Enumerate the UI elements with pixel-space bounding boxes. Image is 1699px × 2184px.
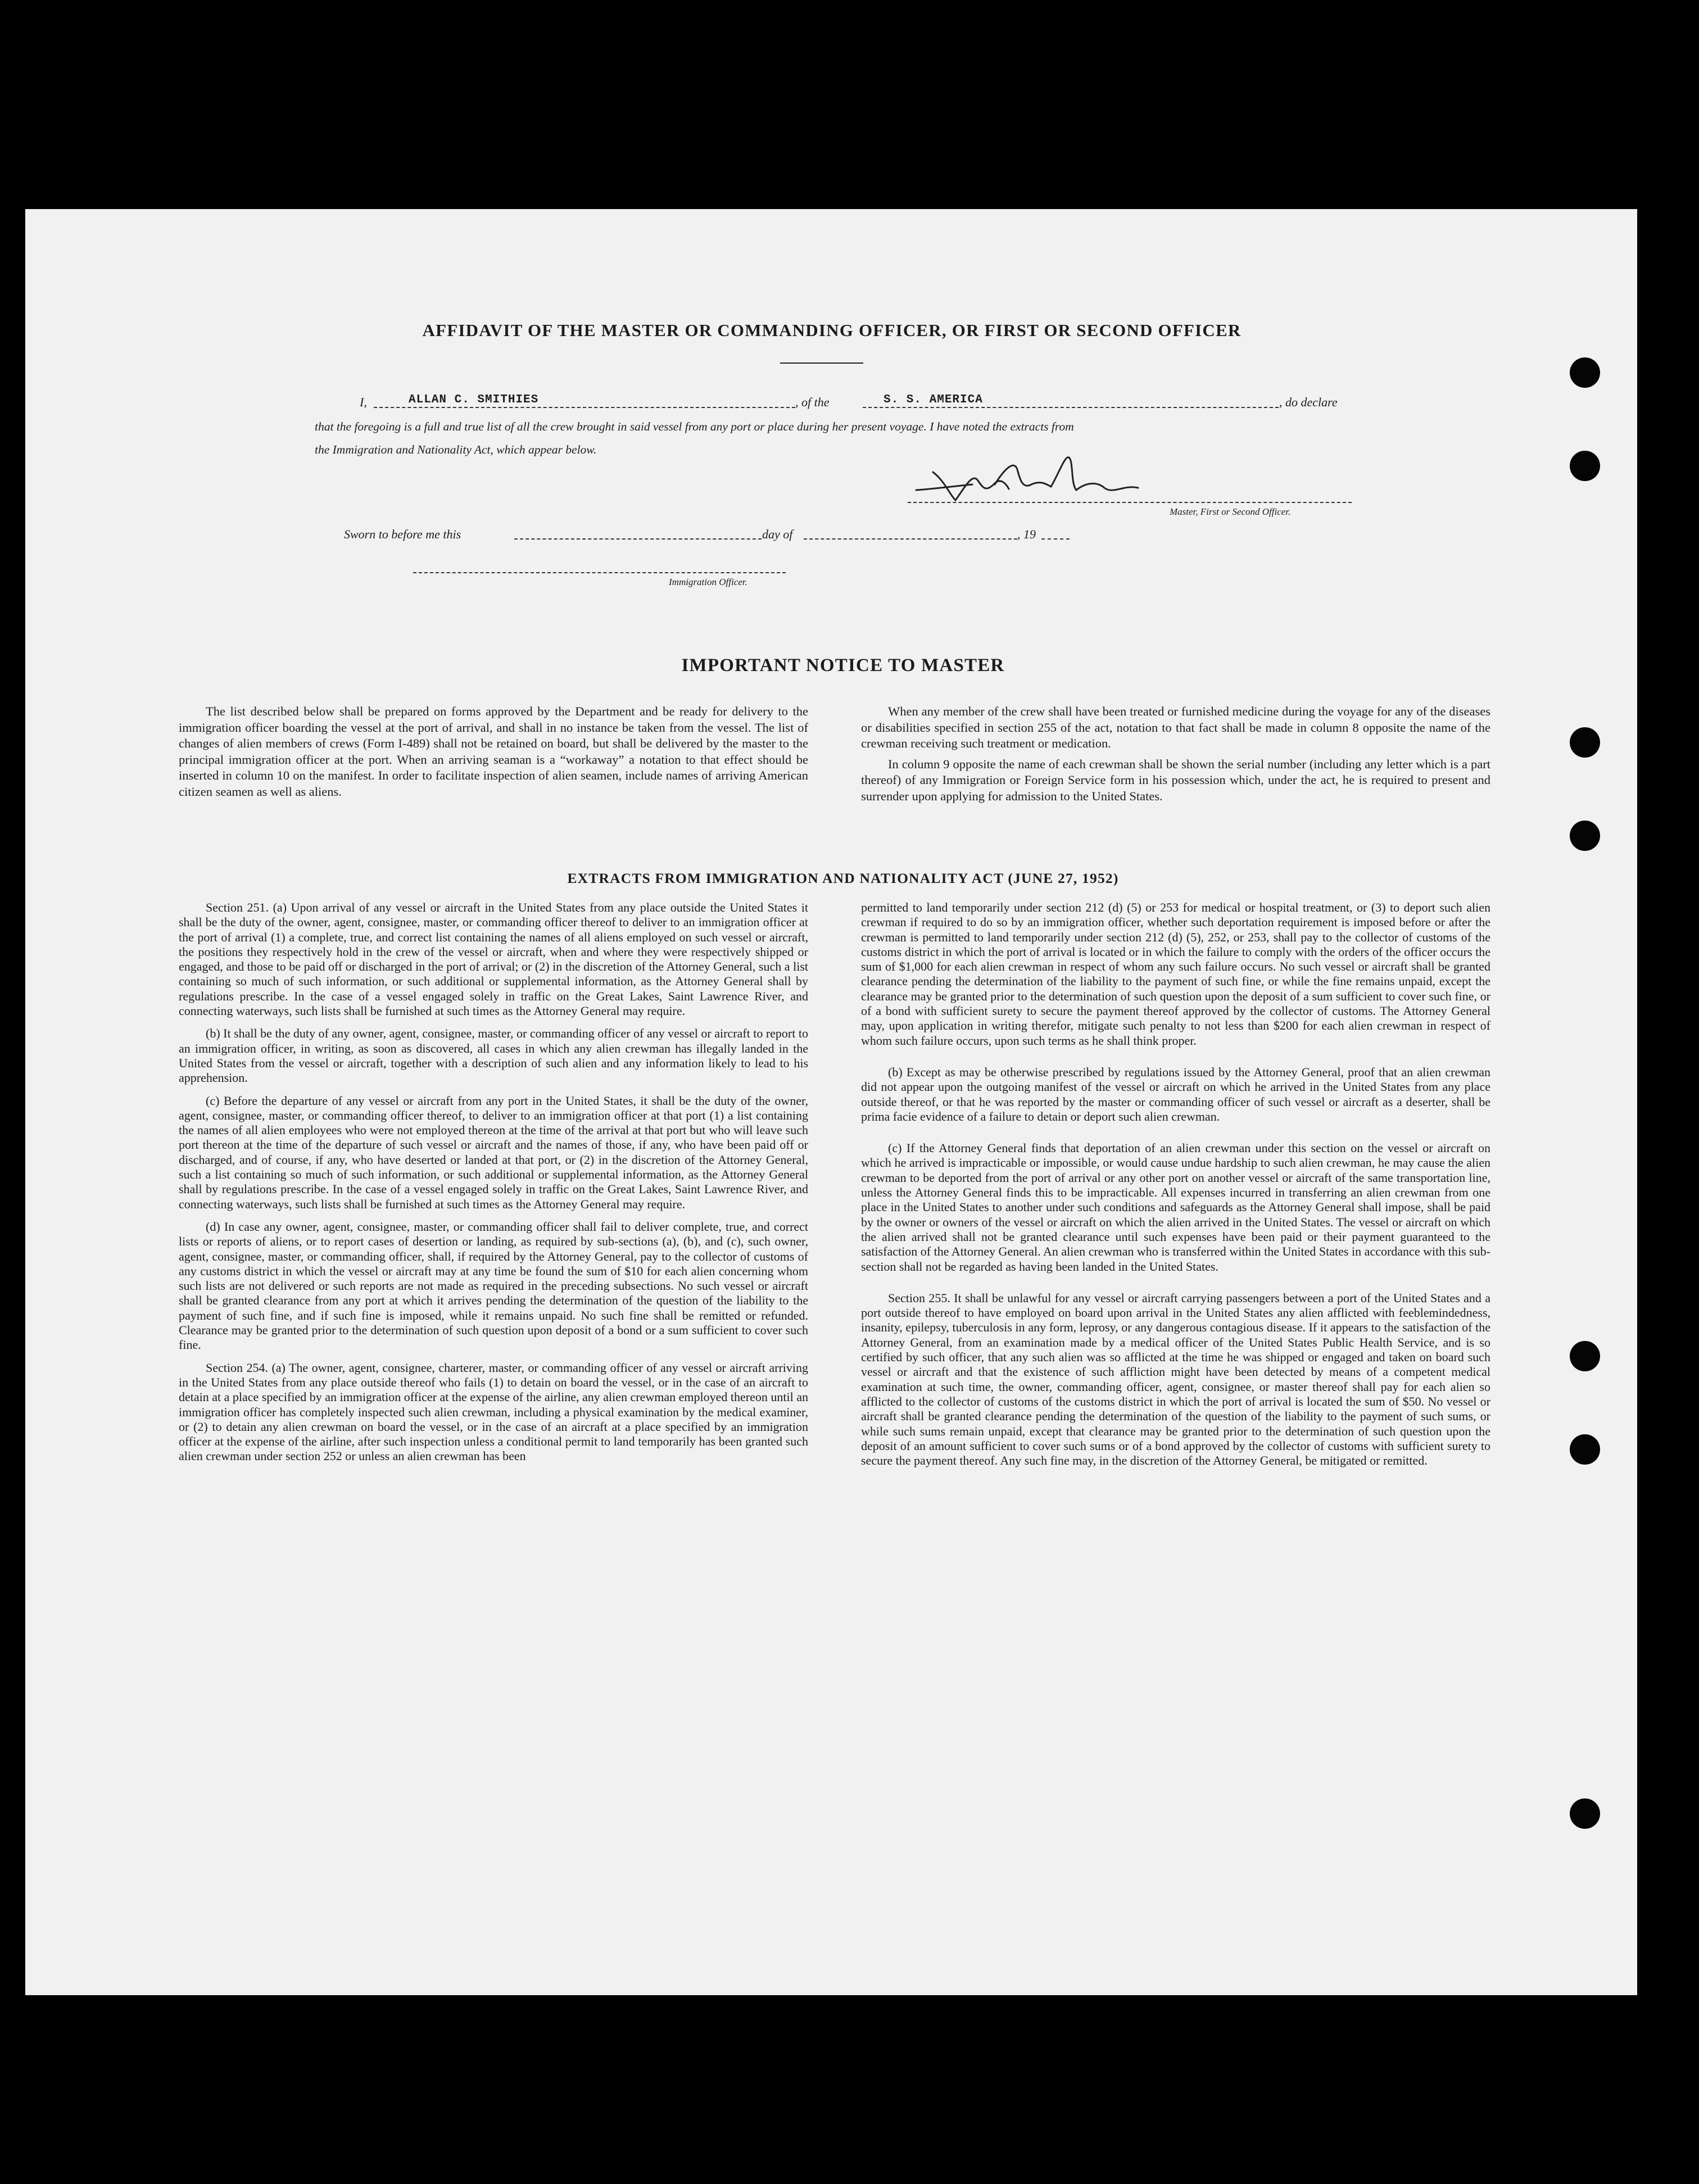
name-field[interactable]: ALLAN C. SMITHIES	[409, 393, 539, 406]
affidavit-title: AFFIDAVIT OF THE MASTER OR COMMANDING OFFICER, OR FIRST OR SECOND OFFICER	[422, 320, 1242, 340]
i-label: I,	[360, 395, 367, 409]
section-255: Section 255. It shall be unlawful for any vessel or aircraft carrying passengers between a port of the United States and a port outside thereof to have employed on board upon arrival in the United States any alien afflicted with feeblemindedness, insanity, epilepsy, tuberculosis in any form, leprosy, or any dangerous contagious disease. If it appears to the satisfaction of the Attorney General, from an examination made by a medical officer of the United States Public Health Service, and is so certified by such officer, that any such alien was so afflicted at the time he was shipped or engaged and taken on board such vessel or aircraft and that the existence of such affliction might have been detected by means of a competent medical examination at such time, the owner, commanding officer, agent, consignee, or master thereof shall pay for each alien so afflicted to the collector of customs of the customs district in which the port of arrival is located the sum of $50. No vessel or aircraft shall be granted clearance pending the determination of the question of the liability to the payment of such sums, or while such sums remain unpaid, except that clearance may be granted prior to the determination of such question upon the deposit of an amount sufficient to cover such sums or of a bond approved by the collector of customs with sufficient surety to secure the payment thereof. Any such fine may, in the discretion of the Attorney General, be mitigated or remitted.	[861, 1290, 1490, 1468]
do-declare-label: , do declare	[1279, 395, 1338, 409]
section-254-a-continued: permitted to land temporarily under section 212 (d) (5) or 253 for medical or hospital treatment, or (3) to deport such alien crewman if required to do so by an immigration officer, whether such deportation requirement is imposed before or after the crewman is permitted to land temporarily under section 212 (d) (5), 252, or 253, shall pay to the collector of customs of the customs district in which the port of arrival is located or in which the failure to comply with the orders of the officer occurs the sum of $1,000 for each alien crewman in respect of whom any such failure occurs. No such vessel or aircraft shall be granted clearance pending the determination of the liability to the payment of such fine, or while the fine remains unpaid, except the clearance may be granted prior to the determination of such question upon the deposit of a sum sufficient to cover such fine, or of a bond with sufficient surety to secure the payment thereof approved by the collector of customs. The Attorney General may, upon application in writing therefor, mitigate such penalty to not less than $200 for each alien crewman in respect of whom such failure occurs, upon such terms as he shall think proper.	[861, 900, 1490, 1048]
name-field-line	[374, 407, 795, 408]
section-251-b: (b) It shall be the duty of any owner, agent, consignee, master, or commanding officer of any vessel or aircraft to report to an immigration officer, in writing, as soon as discovered, all cases in which any alien crewman has illegally landed in the United States from the vessel or aircraft, together with a description of such alien and any information likely to lead to his apprehension.	[179, 1026, 808, 1085]
vessel-field[interactable]: S. S. AMERICA	[884, 393, 983, 406]
immigration-officer-line	[413, 572, 786, 573]
notice-right-column	[861, 704, 1490, 812]
binder-hole	[1570, 1434, 1600, 1465]
vessel-field-line	[863, 407, 1279, 408]
year-label: , 19	[1017, 527, 1036, 541]
extracts-title: EXTRACTS FROM IMMIGRATION AND NATIONALITY ACT (JUNE 27, 1952)	[567, 870, 1119, 886]
sworn-year-line	[1041, 538, 1070, 540]
binder-hole	[1570, 821, 1600, 851]
section-254-b: (b) Except as may be otherwise prescribed by regulations issued by the Attorney General, proof that an alien crewman did not appear upon the outgoing manifest of the vessel or aircraft on which he arrived in the United States from any place outside thereof, or that he was reported by the master or commanding officer of such vessel or aircraft as a deserter, shall be prima facie evidence of a failure to detain or deport such alien crewman.	[861, 1064, 1490, 1123]
declaration-line-1: that the foregoing is a full and true list of all the crew brought in said vessel from any port or place during her present voyage. I have noted the extracts from	[315, 420, 1074, 433]
binder-hole	[1570, 1798, 1600, 1829]
notice-right-paragraph-2: In column 9 opposite the name of each crewman shall be shown the serial number (including any letter which is a part thereof) of any Immigration or Foreign Service form in his possession which, under the act, he is required to present and surrender upon applying for admission to the United States.	[861, 756, 1490, 803]
binder-hole	[1570, 357, 1600, 388]
master-signature-line	[908, 502, 1352, 503]
of-the-label: , of the	[795, 395, 830, 409]
extracts-left-column	[179, 900, 808, 1472]
sworn-day-line	[514, 538, 762, 540]
section-251-c: (c) Before the departure of any vessel or aircraft from any port in the United States, it shall be the duty of the owner, agent, consignee, master, or commanding officer thereof, to deliver to an immigration officer at that port (1) a list containing the names of all alien employees who were not employed thereon at the time of the arrival at that port but who will leave such port thereon at the time of the departure of such vessel or aircraft and the names of those, if any, who have been paid off or discharged, and of course, if any, who have deserted or landed at that port, or (2) in the discretion of the Attorney General, such a list containing so much of such information, or such additional or supplemental information, as the Attorney General shall by regulations prescribe. In the case of a vessel engaged solely in traffic on the Great Lakes, Saint Lawrence River, and connecting waterways, such lists shall be furnished at such times as the Attorney General may require.	[179, 1093, 808, 1211]
binder-hole	[1570, 451, 1600, 481]
notice-title: IMPORTANT NOTICE TO MASTER	[681, 655, 1005, 676]
binder-hole	[1570, 727, 1600, 758]
sworn-month-line	[804, 538, 1017, 540]
section-254-c: (c) If the Attorney General finds that deportation of an alien crewman under this section on the vessel or aircraft on which he arrived is impracticable or impossible, or would cause undue hardship to such alien crewman, he may cause the alien crewman to be deported from the port of arrival or any other port on another vessel or aircraft of the same transportation line, unless the Attorney General finds this to be impracticable. All expenses incurred in transferring an alien crewman from one place in the United States to another under such conditions and safeguards as the Attorney General shall impose, shall be paid by the owner or owners of the vessel or aircraft on which the alien arrived in the United States. The vessel or aircraft on which the alien arrived shall not be granted clearance until such expenses have been paid or their payment guaranteed to the satisfaction of the Attorney General. An alien crewman who is transferred within the United States in accordance with this sub-section shall not be regarded as having been landed in the United States.	[861, 1141, 1490, 1274]
sworn-label: Sworn to before me this	[344, 527, 461, 541]
notice-left-column	[179, 704, 808, 808]
section-251-d: (d) In case any owner, agent, consignee, master, or commanding officer shall fail to deliver complete, true, and correct lists or reports of aliens, or to report cases of desertion or landing, as required by sub-sections (a), (b), and (c), such owner, agent, consignee, master, or commanding officer, shall, if required by the Attorney General, pay to the collector of customs of any customs district in which the vessel or aircraft may at any time be found the sum of $10 for each alien concerning whom such lists are not delivered or such reports are not made as required in the preceding subsections. No such vessel or aircraft shall be granted clearance from any port at which it arrives pending the determination of the question of the liability to the payment of such fine, and if such fine is imposed, while it remains unpaid. No such fine shall be remitted or refunded. Clearance may be granted prior to the determination of such question upon deposit of a bond or a sum sufficient to cover such fine.	[179, 1219, 808, 1352]
section-254-a: Section 254. (a) The owner, agent, consignee, charterer, master, or commanding officer of any vessel or aircraft arriving in the United States from any place outside thereof who fails (1) to detain on board the vessel, or in the case of an aircraft to detain at a place specified by an immigration officer at the expense of the airline, any alien crewman employed thereon until an immigration officer has completely inspected such alien crewman, including a physical examination by the medical examiner, or (2) to detain any alien crewman on board the vessel, or in the case of an aircraft at a place specified by an immigration officer at the expense of the airline, after such inspection unless a conditional permit to land temporarily has been granted such alien crewman under section 252 or unless an alien crewman has been	[179, 1360, 808, 1463]
master-caption: Master, First or Second Officer.	[1170, 506, 1291, 517]
notice-right-paragraph-1: When any member of the crew shall have been treated or furnished medicine during the voyage for any of the diseases or disabilities specified in section 255 of the act, notation to that fact shall be made in column 8 opposite the name of the crewman receiving such treatment or medication.	[861, 704, 1490, 750]
binder-hole	[1570, 1341, 1600, 1371]
immigration-officer-caption: Immigration Officer.	[669, 577, 747, 587]
section-251-a: Section 251. (a) Upon arrival of any vessel or aircraft in the United States from any place outside the United States it shall be the duty of the owner, agent, consignee, master, or commanding officer thereof to deliver to an immigration officer at the port of arrival (1) a complete, true, and correct list containing the names of all aliens employed on such vessel or aircraft, the positions they respectively hold in the crew of the vessel or aircraft, when and where they were respectively shipped or engaged, and those to be paid off or discharged in the port of arrival; or (2) in the discretion of the Attorney General, such a list containing so much of such information, or such additional or supplemental information, as the Attorney General shall by regulations prescribe. In the case of a vessel engaged solely in traffic on the Great Lakes, Saint Lawrence River, and connecting waterways, such lists shall be furnished at such times as the Attorney General may require.	[179, 900, 808, 1018]
notice-left-paragraph: The list described below shall be prepared on forms approved by the Department and be ready for delivery to the immigration officer boarding the vessel at the port of arrival, and shall in no instance be taken from the vessel. The list of changes of alien members of crews (Form I-489) shall not be retained on board, but shall be delivered by the master to the principal immigration officer at the port. When an arriving seaman is a “workaway” a notation to that effect should be inserted in column 10 on the manifest. In order to facilitate inspection of alien seamen, include names of arriving American citizen seamen as well as aliens.	[179, 704, 808, 799]
day-of-label: day of	[762, 527, 793, 541]
title-divider	[780, 363, 863, 364]
extracts-right-column	[861, 900, 1490, 1476]
declaration-line-2: the Immigration and Nationality Act, which appear below.	[315, 443, 597, 456]
